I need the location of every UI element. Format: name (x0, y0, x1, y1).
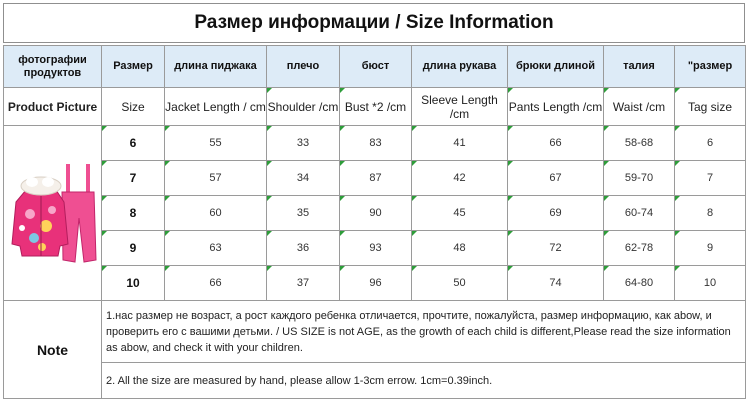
table-cell: 90 (340, 196, 412, 231)
table-cell: 59-70 (604, 161, 675, 196)
table-cell: 87 (340, 161, 412, 196)
table-cell: 6 (675, 126, 746, 161)
table-cell: 69 (508, 196, 604, 231)
size-table (3, 45, 746, 301)
table-cell: 58-68 (604, 126, 675, 161)
header-row-russian (4, 46, 746, 88)
header-en-cell: Sleeve Length /cm (412, 88, 508, 126)
table-cell: 55 (165, 126, 267, 161)
table-cell: 62-78 (604, 231, 675, 266)
table-cell: 57 (165, 161, 267, 196)
header-ru-cell: "размер (675, 46, 746, 88)
table-cell: 60 (165, 196, 267, 231)
header-en-cell: Size (102, 88, 165, 126)
table-cell: 83 (340, 126, 412, 161)
table-cell: 66 (165, 266, 267, 301)
note-label: Note (4, 301, 102, 399)
table-cell: 8 (675, 196, 746, 231)
header-ru-cell: фотографии продуктов (4, 46, 102, 88)
table-cell: 45 (412, 196, 508, 231)
table-cell: 48 (412, 231, 508, 266)
header-en-cell: Bust *2 /cm (340, 88, 412, 126)
header-ru-cell: брюки длиной (508, 46, 604, 88)
header-en-cell: Product Picture (4, 88, 102, 126)
table-cell: 36 (267, 231, 340, 266)
size-cell: 6 (102, 126, 165, 161)
table-cell: 64-80 (604, 266, 675, 301)
table-cell: 93 (340, 231, 412, 266)
note-text-2: 2. All the size are measured by hand, please allow 1-3cm errow. 1cm=0.39inch. (102, 363, 746, 399)
header-ru-cell: талия (604, 46, 675, 88)
table-cell: 35 (267, 196, 340, 231)
table-cell: 66 (508, 126, 604, 161)
table-cell: 67 (508, 161, 604, 196)
header-en-cell: Pants Length /cm (508, 88, 604, 126)
table-cell: 33 (267, 126, 340, 161)
table-cell: 37 (267, 266, 340, 301)
table-row (4, 161, 746, 196)
table-cell: 63 (165, 231, 267, 266)
header-ru-cell: бюст (340, 46, 412, 88)
header-ru-cell: плечо (267, 46, 340, 88)
table-row (4, 196, 746, 231)
table-row (4, 231, 746, 266)
table-cell: 9 (675, 231, 746, 266)
size-cell: 8 (102, 196, 165, 231)
size-cell: 9 (102, 231, 165, 266)
table-cell: 34 (267, 161, 340, 196)
table-row (4, 126, 746, 161)
table-cell: 96 (340, 266, 412, 301)
header-row-english (4, 88, 746, 126)
header-en-cell: Waist /cm (604, 88, 675, 126)
table-cell: 41 (412, 126, 508, 161)
notes-table (3, 300, 746, 399)
header-en-cell: Shoulder /cm (267, 88, 340, 126)
header-ru-cell: длина пиджака (165, 46, 267, 88)
size-cell: 7 (102, 161, 165, 196)
table-cell: 72 (508, 231, 604, 266)
header-ru-cell: Размер (102, 46, 165, 88)
table-cell: 74 (508, 266, 604, 301)
header-en-cell: Tag size (675, 88, 746, 126)
header-ru-cell: длина рукава (412, 46, 508, 88)
table-cell: 50 (412, 266, 508, 301)
size-cell: 10 (102, 266, 165, 301)
product-picture (4, 126, 102, 301)
pink-snowsuit-picture (8, 152, 98, 272)
page-title: Размер информации / Size Information (3, 3, 745, 43)
table-cell: 7 (675, 161, 746, 196)
table-cell: 42 (412, 161, 508, 196)
table-row (4, 266, 746, 301)
header-en-cell: Jacket Length / cm (165, 88, 267, 126)
table-cell: 10 (675, 266, 746, 301)
table-cell: 60-74 (604, 196, 675, 231)
note-text-1: 1.нас размер не возраст, а рост каждого ребенка отличается, прочтите, пожалуйста, размер информацию, как abow, и проверить его с вашими детьми. / US SIZE is not AGE, as the growth of each child is different,Please read the size information as abow, and check it with your children. (102, 301, 746, 363)
